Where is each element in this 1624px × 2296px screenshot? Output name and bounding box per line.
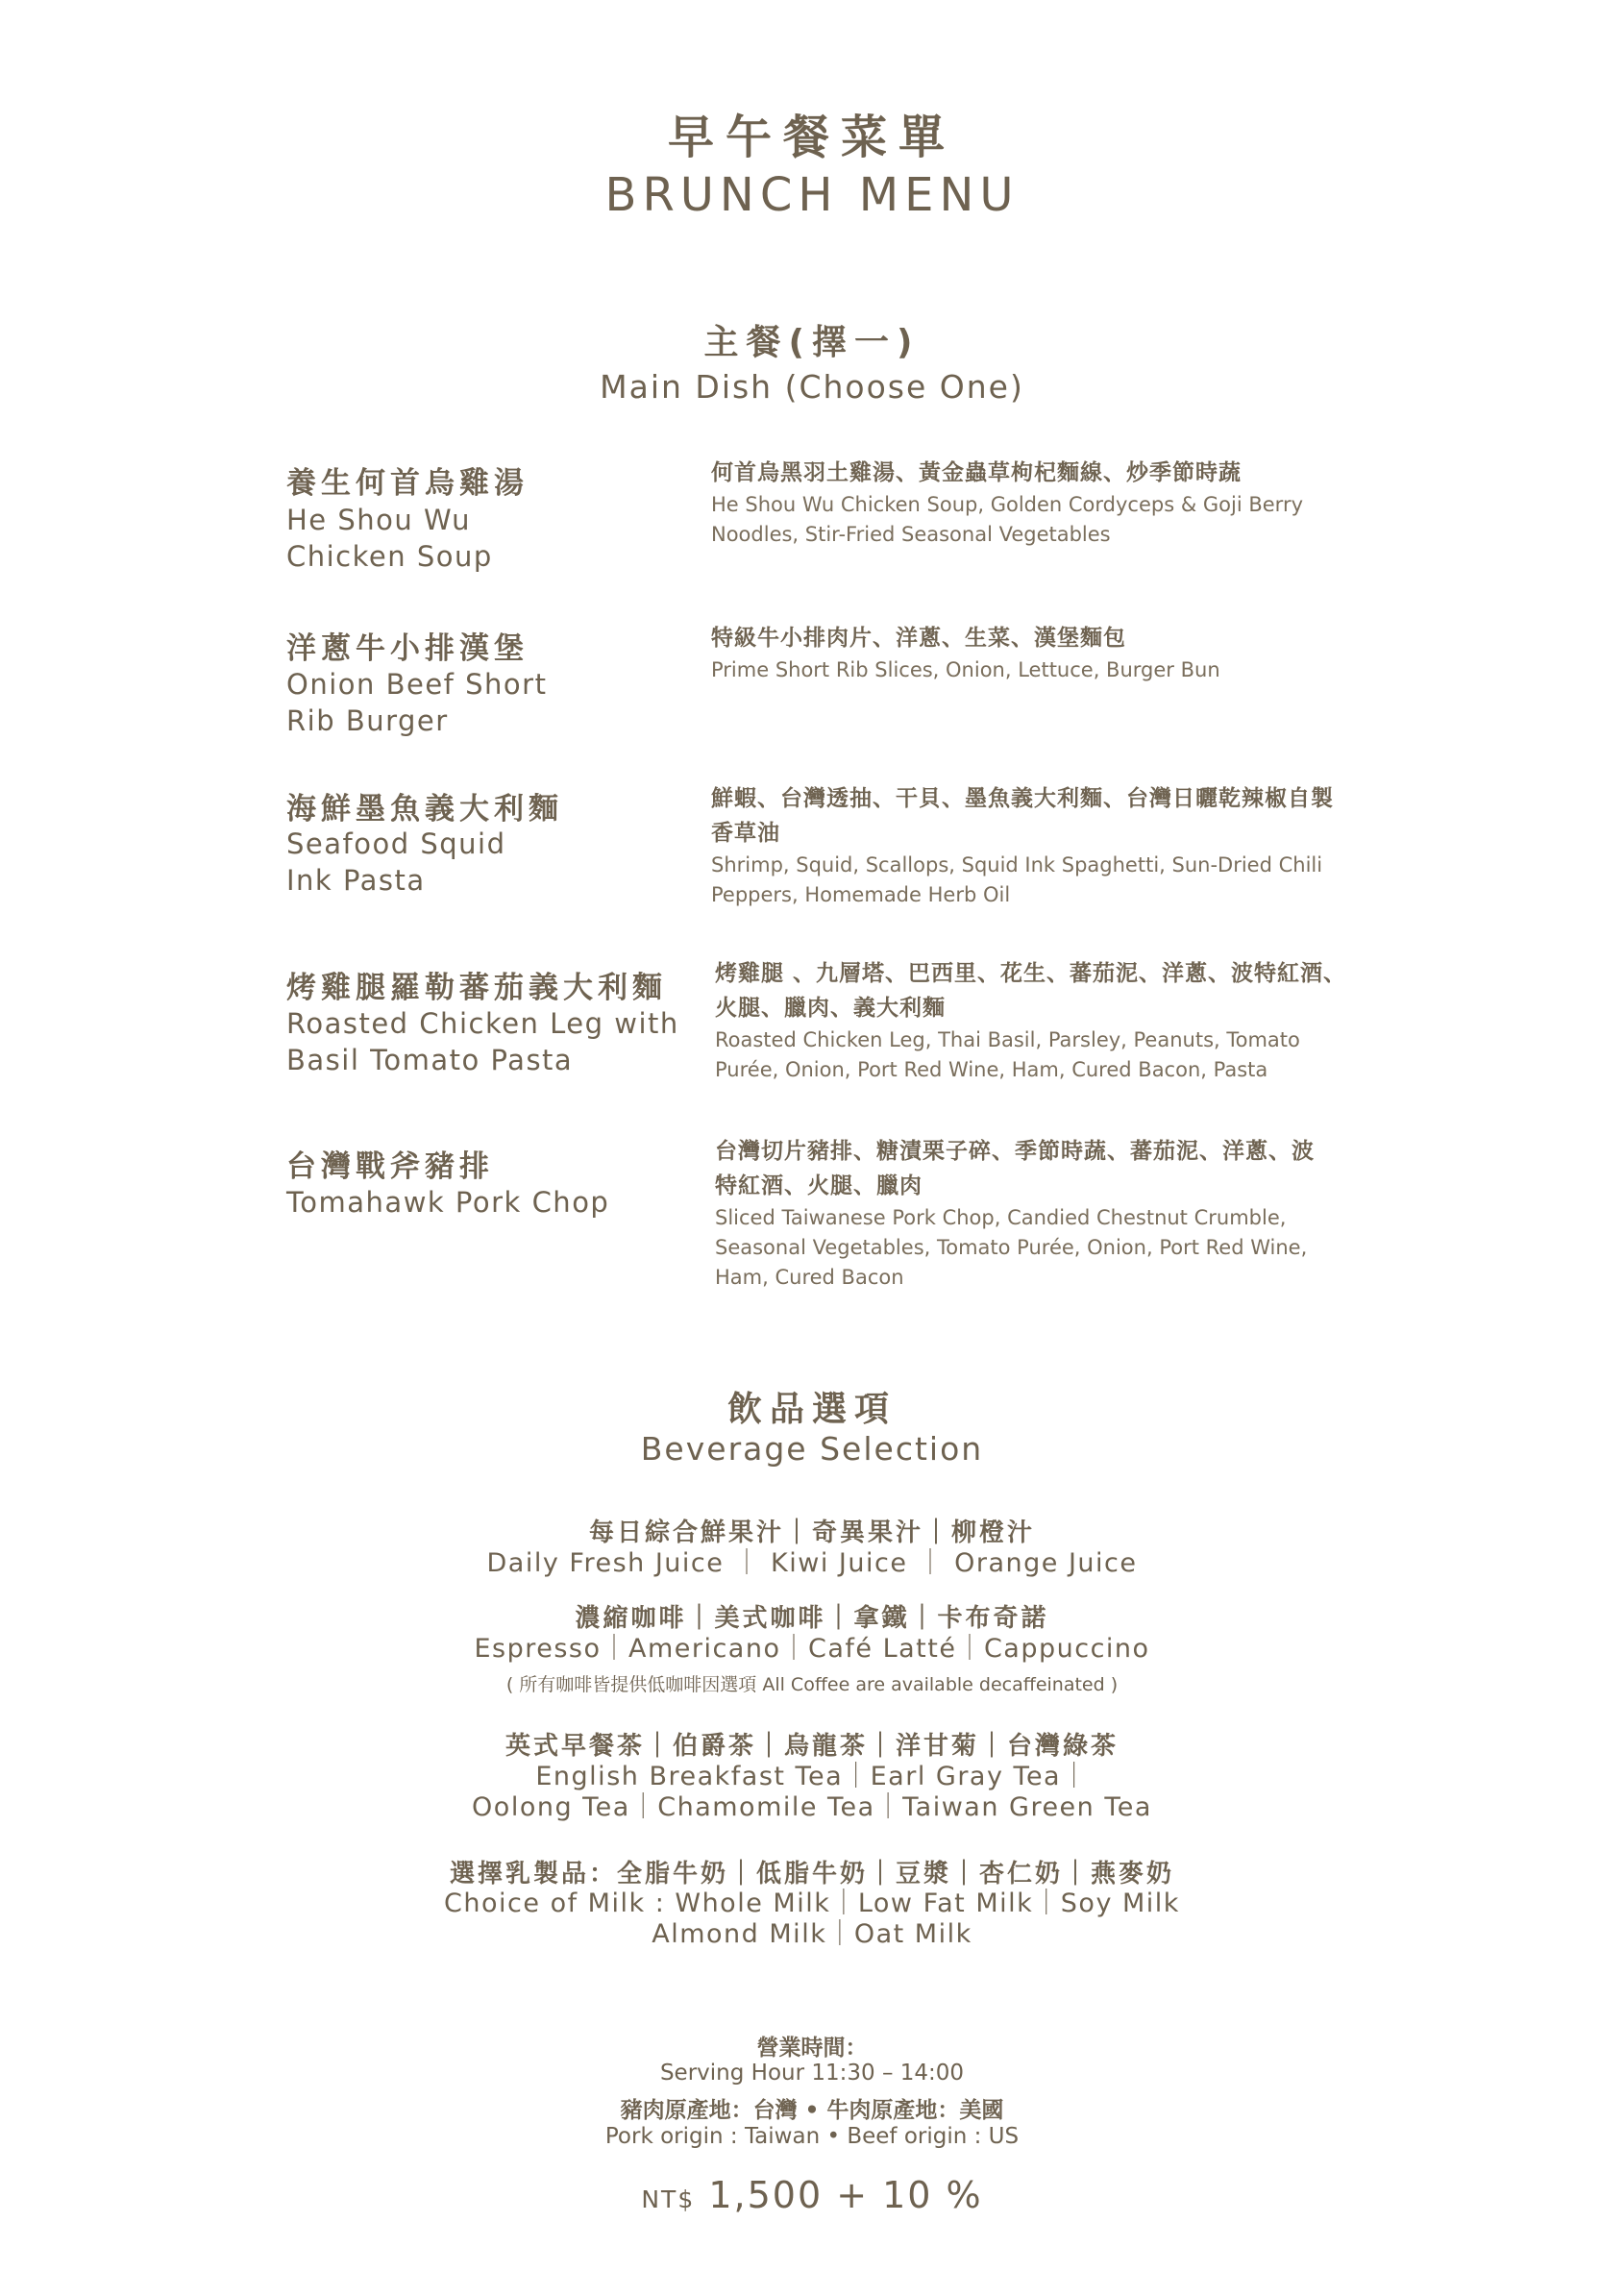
meat-origin-zh: 豬肉原產地：台灣 • 牛肉原產地：美國 [620, 2098, 1004, 2123]
serving-hours-en: Serving Hour 11:30 – 14:00 [659, 2061, 965, 2086]
menu-title-zh: 早午餐菜單 [667, 111, 956, 164]
dish-desc-en: Shrimp, Squid, Scallops, Squid Ink Spaghetti, Sun-Dried Chili Peppers, Homemade Herb Oil [711, 853, 1323, 906]
beverage-title-en: Beverage Selection [640, 1430, 984, 1468]
dish-desc-zh: 鮮蝦、台灣透抽、干貝、墨魚義大利麵、台灣日曬乾辣椒自製香草油 [711, 786, 1334, 846]
dish-desc-zh: 何首烏黑羽土雞湯、黃金蟲草枸杞麵線、炒季節時蔬 [711, 460, 1242, 485]
beverage-title-zh: 飲品選項 [726, 1390, 897, 1429]
main-dish-title-en: Main Dish (Choose One) [600, 368, 1024, 406]
meat-origin-en: Pork origin : Taiwan • Beef origin : US [604, 2124, 1020, 2149]
dish-desc-en: Prime Short Rib Slices, Onion, Lettuce, Burger Bun [711, 658, 1220, 681]
dish-description [715, 1134, 1330, 1293]
price-currency: NT$ [641, 2185, 696, 2213]
coffee-options-en: Espresso｜Americano｜Café Latté｜Cappuccino [474, 1634, 1150, 1664]
dish-name-en: Onion Beef Short Rib Burger [286, 668, 548, 737]
main-dish-title-zh: 主餐(擇一) [703, 323, 921, 362]
coffee-decaf-note: ( 所有咖啡皆提供低咖啡因選項 All Coffee are available decaffeinated ) [505, 1674, 1119, 1695]
dish-name-en: Tomahawk Pork Chop [286, 1186, 610, 1219]
dish-desc-en: He Shou Wu Chicken Soup, Golden Cordyceps & Goji Berry Noodles, Stir-Fried Seasonal Vegetables [711, 493, 1304, 546]
dish-description [711, 456, 1345, 550]
dish-name-en: Roasted Chicken Leg with Basil Tomato Pasta [286, 1007, 679, 1076]
milk-options-zh: 選擇乳製品：全脂牛奶｜低脂牛奶｜豆漿｜杏仁奶｜燕麥奶 [449, 1860, 1174, 1889]
dish-desc-zh: 特級牛小排肉片、洋蔥、生菜、漢堡麵包 [711, 626, 1126, 651]
juice-options-en: Daily Fresh Juice ｜ Kiwi Juice ｜ Orange Juice [486, 1548, 1138, 1578]
milk-options-en-line2: Almond Milk｜Oat Milk [652, 1919, 972, 1949]
dish-description [711, 781, 1345, 910]
dish-description [715, 956, 1349, 1085]
juice-options-zh: 每日綜合鮮果汁｜奇異果汁｜柳橙汁 [588, 1518, 1035, 1547]
milk-options-en-line1: Choice of Milk : Whole Milk｜Low Fat Milk｜Soy Milk [444, 1889, 1180, 1918]
tea-options-en-line2: Oolong Tea｜Chamomile Tea｜Taiwan Green Tea [472, 1792, 1152, 1822]
tea-options-zh: 英式早餐茶｜伯爵茶｜烏龍茶｜洋甘菊｜台灣綠茶 [504, 1732, 1119, 1761]
menu-title-en: BRUNCH MENU [604, 168, 1020, 222]
coffee-options-zh: 濃縮咖啡｜美式咖啡｜拿鐵｜卡布奇諾 [575, 1604, 1049, 1633]
dish-name-zh: 烤雞腿羅勒蕃茄義大利麵 [286, 971, 667, 1005]
dish-name-zh: 海鮮墨魚義大利麵 [286, 792, 563, 827]
dish-desc-zh: 烤雞腿 、九層塔、巴西里、花生、蕃茄泥、洋蔥、波特紅酒、火腿、臘肉、義大利麵 [715, 961, 1347, 1021]
dish-name-en: He Shou Wu Chicken Soup [286, 504, 493, 573]
serving-hours-label-zh: 營業時間： [756, 2036, 868, 2061]
price-value: 1,500 + 10 % [708, 2174, 983, 2216]
dish-desc-en: Roasted Chicken Leg, Thai Basil, Parsley, Peanuts, Tomato Purée, Onion, Port Red Wine, Ham, Cured Bacon, Pasta [715, 1028, 1300, 1081]
dish-name-zh: 洋蔥牛小排漢堡 [286, 631, 529, 666]
price [0, 2174, 1624, 2216]
dish-desc-en: Sliced Taiwanese Pork Chop, Candied Chestnut Crumble, Seasonal Vegetables, Tomato Purée, Onion, Port Red Wine, Ham, Cured Bacon [715, 1206, 1308, 1289]
dish-description [711, 621, 1345, 685]
dish-name-zh: 養生何首烏雞湯 [286, 466, 529, 501]
dish-name-en: Seafood Squid Ink Pasta [286, 827, 506, 897]
tea-options-en-line1: English Breakfast Tea｜Earl Gray Tea｜ [535, 1762, 1089, 1791]
dish-name-zh: 台灣戰斧豬排 [286, 1149, 494, 1184]
dish-desc-zh: 台灣切片豬排、糖漬栗子碎、季節時蔬、蕃茄泥、洋蔥、波特紅酒、火腿、臘肉 [715, 1139, 1315, 1198]
